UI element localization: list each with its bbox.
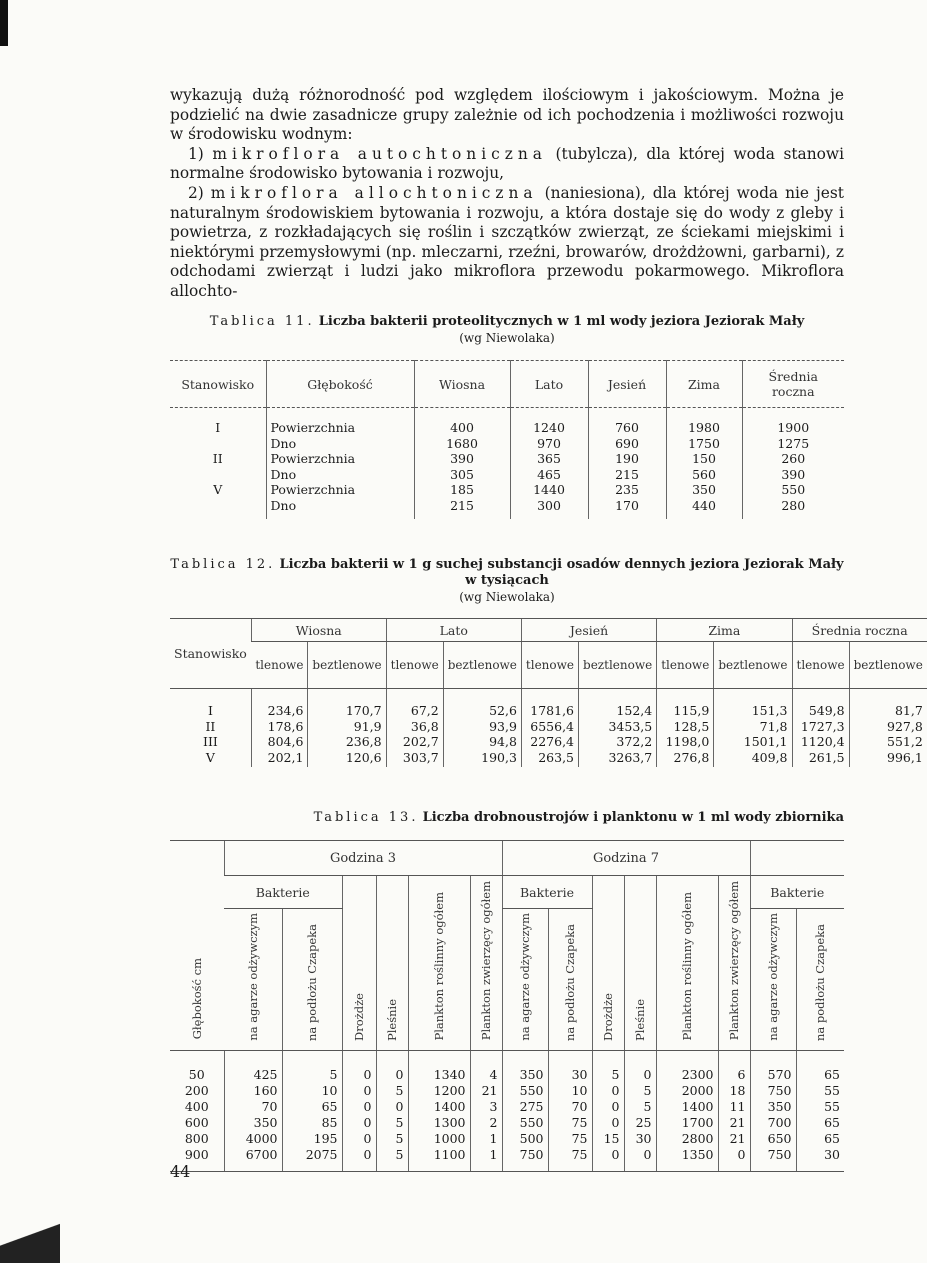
table-cell: 91,9 [308, 719, 386, 735]
table-cell: 2075 [282, 1147, 342, 1172]
scan-edge-mark [0, 0, 8, 46]
table-cell: 21 [718, 1131, 750, 1147]
table-cell: 2276,4 [521, 734, 578, 750]
table-cell: 200 [184, 1082, 209, 1098]
table-cell: 0 [376, 1099, 408, 1115]
table-label: Tablica 13. [313, 810, 419, 825]
table-cell: II [205, 718, 216, 734]
table-cell: 1100 [408, 1147, 470, 1172]
col-header [624, 876, 656, 1051]
table-cell: 700 [750, 1115, 796, 1131]
table-cell: 3263,7 [579, 750, 657, 768]
table-label: Tablica 12. [170, 557, 276, 572]
table-cell: Dno [266, 467, 414, 483]
col-header [796, 909, 844, 1051]
table-cell: 65 [796, 1131, 844, 1147]
table-cell: 551,2 [849, 734, 927, 750]
table-cell: 6556,4 [521, 719, 578, 735]
col-label: Plankton zwierzęcy ogółem [726, 881, 741, 1041]
group-header-blank [750, 841, 844, 876]
table-cell: 6 [718, 1050, 750, 1083]
bakterie-header: Bakterie [224, 876, 342, 909]
table-source: (wg Niewolaka) [459, 590, 555, 604]
table-cell: 70 [548, 1099, 592, 1115]
col-header: beztlenowe [443, 642, 521, 689]
table-cell: 600 [184, 1114, 209, 1130]
table-cell: 276,8 [657, 750, 714, 768]
table-cell: 750 [750, 1083, 796, 1099]
table-cell: 0 [342, 1050, 376, 1083]
table-cell: 750 [750, 1147, 796, 1172]
table-cell: 0 [592, 1083, 624, 1099]
table-cell: 1 [470, 1147, 502, 1172]
table-row [170, 1147, 844, 1172]
col-label: na agarze odżywczym [517, 913, 532, 1041]
definition: (tubylcza), dla której woda stanowi normalne środowisko bytowania i rozwoju, [170, 144, 844, 183]
table-cell: 1000 [408, 1131, 470, 1147]
table-cell: 5 [376, 1115, 408, 1131]
page-number: 44 [170, 1162, 191, 1181]
table-row [170, 689, 927, 719]
table-cell [170, 467, 266, 483]
table-cell [170, 498, 266, 520]
table-cell: 0 [592, 1099, 624, 1115]
col-header [376, 876, 408, 1051]
table-cell: I [215, 420, 221, 435]
table-cell: 263,5 [521, 750, 578, 768]
col-header [718, 876, 750, 1051]
table-header-row [170, 361, 844, 408]
table-row [170, 482, 844, 498]
col-header [408, 876, 470, 1051]
table-cell: 71,8 [714, 719, 792, 735]
table-cell: 36,8 [386, 719, 443, 735]
table-cell: 170,7 [308, 689, 386, 719]
table-title: Liczba bakterii proteolitycznych w 1 ml wody jeziora Jeziorak Mały [318, 314, 805, 329]
table-cell: 0 [342, 1147, 376, 1172]
table-cell: 0 [376, 1050, 408, 1083]
table-cell: 65 [796, 1050, 844, 1083]
table-cell: 2300 [656, 1050, 718, 1083]
col-header: Jesień [588, 361, 666, 408]
table-cell: I [207, 703, 213, 718]
table-cell: 365 [510, 451, 588, 467]
table-cell: 5 [376, 1083, 408, 1099]
table11-caption [170, 314, 844, 347]
col-header [342, 876, 376, 1051]
table-cell: 280 [742, 498, 844, 520]
table13-body [170, 1050, 844, 1171]
table-row [170, 451, 844, 467]
table-cell: 1501,1 [714, 734, 792, 750]
table-cell: 0 [342, 1083, 376, 1099]
table-cell: 1980 [666, 408, 742, 436]
table-cell: 350 [750, 1099, 796, 1115]
season-header: Jesień [521, 619, 656, 642]
table-cell: 550 [742, 482, 844, 498]
table11-body [170, 408, 844, 520]
table-cell: 2800 [656, 1131, 718, 1147]
table-cell: Powierzchnia [266, 451, 414, 467]
table-cell: 55 [796, 1083, 844, 1099]
table-row [170, 1050, 844, 1083]
table-cell: 4000 [224, 1131, 282, 1147]
col-header: Stanowisko [170, 361, 266, 408]
table-cell: 85 [282, 1115, 342, 1131]
table-cell: 1781,6 [521, 689, 578, 719]
table-cell: 65 [796, 1115, 844, 1131]
stub-header: Stanowisko [170, 619, 251, 689]
table-cell: 1340 [408, 1050, 470, 1083]
col-label: Pleśnie [384, 998, 399, 1041]
table-cell: 800 [184, 1130, 209, 1146]
table-cell: II [212, 451, 223, 466]
table-cell: 195 [282, 1131, 342, 1147]
stub-label: Głębokość cm [189, 958, 204, 1040]
col-label: na agarze odżywczym [765, 913, 780, 1041]
table-cell: 190 [588, 451, 666, 467]
table-cell: 65 [282, 1099, 342, 1115]
table-cell: 1350 [656, 1147, 718, 1172]
table-cell: 5 [592, 1050, 624, 1083]
col-header [750, 909, 796, 1051]
table-cell: 350 [502, 1050, 548, 1083]
table-cell: 1120,4 [792, 734, 849, 750]
col-header [224, 909, 282, 1051]
table-cell: 18 [718, 1083, 750, 1099]
table12 [170, 618, 927, 767]
table-row [170, 1131, 844, 1147]
table-cell: Dno [266, 436, 414, 452]
table-cell: 1400 [408, 1099, 470, 1115]
col-header: beztlenowe [308, 642, 386, 689]
table-cell: 50 [188, 1066, 205, 1082]
table-cell: 3 [470, 1099, 502, 1115]
table-title: Liczba bakterii w 1 g suchej substancji osadów dennych jeziora Jeziorak Mały w tysiącach [279, 557, 844, 588]
table-cell: 350 [224, 1115, 282, 1131]
table-cell: 30 [624, 1131, 656, 1147]
list-number: 1) [188, 144, 204, 163]
season-header: Zima [657, 619, 792, 642]
table-cell: 550 [502, 1115, 548, 1131]
table-cell: 261,5 [792, 750, 849, 768]
table-cell: 67,2 [386, 689, 443, 719]
table-cell: 425 [224, 1050, 282, 1083]
table-cell: 0 [624, 1147, 656, 1172]
table-row [170, 408, 844, 436]
table-cell: 94,8 [443, 734, 521, 750]
table-cell: 0 [342, 1115, 376, 1131]
table-title: Liczba drobnoustrojów i planktonu w 1 ml wody zbiornika [422, 810, 844, 825]
table-cell: 115,9 [657, 689, 714, 719]
table-cell: 970 [510, 436, 588, 452]
table-cell: 178,6 [251, 719, 308, 735]
col-header [502, 909, 548, 1051]
table-cell: 215 [414, 498, 510, 520]
table-cell: 30 [548, 1050, 592, 1083]
table-cell: 400 [414, 408, 510, 436]
table-cell: 804,6 [251, 734, 308, 750]
table-row [170, 1115, 844, 1131]
table-cell: 5 [376, 1131, 408, 1147]
table-cell: 160 [224, 1083, 282, 1099]
table-cell: 1750 [666, 436, 742, 452]
bakterie-header: Bakterie [750, 876, 844, 909]
table-cell: 500 [502, 1131, 548, 1147]
table-cell: 0 [592, 1147, 624, 1172]
table-cell: 390 [414, 451, 510, 467]
table-cell: 1300 [408, 1115, 470, 1131]
table-cell: 5 [624, 1099, 656, 1115]
table-row [170, 750, 927, 768]
table-cell: 2000 [656, 1083, 718, 1099]
table-row [170, 467, 844, 483]
table-cell: 202,1 [251, 750, 308, 768]
table-cell: 55 [796, 1099, 844, 1115]
table-cell: 6700 [224, 1147, 282, 1172]
table-cell: 25 [624, 1115, 656, 1131]
table-cell: 185 [414, 482, 510, 498]
table-cell: 0 [342, 1099, 376, 1115]
table-cell: 11 [718, 1099, 750, 1115]
table-cell: 1400 [656, 1099, 718, 1115]
table-row [170, 1083, 844, 1099]
table-cell: 465 [510, 467, 588, 483]
group-header: Godzina 7 [502, 841, 750, 876]
col-header [548, 909, 592, 1051]
table-header-row [170, 841, 844, 876]
table-cell: 21 [470, 1083, 502, 1099]
list-number: 2) [188, 183, 204, 202]
season-header: Lato [386, 619, 521, 642]
col-label: Drożdże [600, 992, 615, 1041]
col-label: na agarze odżywczym [245, 913, 260, 1041]
col-header: Wiosna [414, 361, 510, 408]
table-cell: 151,3 [714, 689, 792, 719]
table-cell: 1 [470, 1131, 502, 1147]
table-cell: 1275 [742, 436, 844, 452]
table-cell: 372,2 [579, 734, 657, 750]
table-cell: 202,7 [386, 734, 443, 750]
table-cell: 30 [796, 1147, 844, 1172]
table-cell: 235 [588, 482, 666, 498]
col-label: na podłożu Czapeka [562, 923, 577, 1041]
table-cell [170, 436, 266, 452]
paragraph: wykazują dużą różnorodność pod względem ilościowym i jakościowym. Można je podzielić na dwie zasadnicze grupy zależnie od ich pochodzenia i możliwości rozwoju w środowisku wodnym: [170, 86, 844, 144]
table-cell: III [203, 734, 218, 749]
table-label: Tablica 11. [209, 314, 315, 329]
table-cell: 0 [624, 1050, 656, 1083]
col-header: tlenowe [521, 642, 578, 689]
bakterie-header: Bakterie [502, 876, 592, 909]
body-text [170, 86, 844, 302]
table-cell: 690 [588, 436, 666, 452]
stub-header [170, 841, 224, 1051]
table13-caption [170, 810, 844, 826]
list-item-autochthonous [170, 145, 844, 184]
table-cell: 390 [742, 467, 844, 483]
col-header: Głębokość [266, 361, 414, 408]
table-cell: 93,9 [443, 719, 521, 735]
col-header: tlenowe [386, 642, 443, 689]
table-cell: 10 [282, 1083, 342, 1099]
table12-caption [170, 557, 844, 606]
table-cell: 1198,0 [657, 734, 714, 750]
table-cell: 170 [588, 498, 666, 520]
table-cell: 75 [548, 1115, 592, 1131]
table-row [170, 719, 927, 735]
table-row [170, 436, 844, 452]
table-cell: 400 [184, 1098, 209, 1114]
table-cell: 1900 [742, 408, 844, 436]
table-cell: 305 [414, 467, 510, 483]
season-header: Wiosna [251, 619, 386, 642]
table-cell: 215 [588, 467, 666, 483]
table-header-row [170, 619, 927, 642]
table-cell: 5 [282, 1050, 342, 1083]
table11 [170, 360, 844, 519]
table-cell: 996,1 [849, 750, 927, 768]
table-source: (wg Niewolaka) [459, 331, 555, 345]
table-cell: Dno [266, 498, 414, 520]
table-cell: 0 [592, 1115, 624, 1131]
table13 [170, 840, 844, 1172]
col-header: tlenowe [251, 642, 308, 689]
col-header: beztlenowe [579, 642, 657, 689]
table-cell: 275 [502, 1099, 548, 1115]
col-header [282, 909, 342, 1051]
table-row [170, 734, 927, 750]
table-cell: 75 [548, 1131, 592, 1147]
table-cell: 152,4 [579, 689, 657, 719]
table-cell: 440 [666, 498, 742, 520]
table-cell: 70 [224, 1099, 282, 1115]
table-cell: 52,6 [443, 689, 521, 719]
table-cell: 560 [666, 467, 742, 483]
table-cell: 0 [342, 1131, 376, 1147]
table-row [170, 1099, 844, 1115]
table-cell: 927,8 [849, 719, 927, 735]
col-header: tlenowe [657, 642, 714, 689]
term: mikroflora allochtoniczna [210, 183, 538, 202]
table-cell: 10 [548, 1083, 592, 1099]
table-cell: 1700 [656, 1115, 718, 1131]
table-cell: 1680 [414, 436, 510, 452]
table-subheader-row [170, 642, 927, 689]
table-cell: 260 [742, 451, 844, 467]
col-header: Średnia roczna [742, 361, 844, 408]
scan-edge-mark [0, 1213, 60, 1263]
table-cell: V [205, 749, 215, 765]
table-cell: 190,3 [443, 750, 521, 768]
group-header: Godzina 3 [224, 841, 502, 876]
col-label: Plankton zwierzęcy ogółem [478, 881, 493, 1041]
col-label: na podłożu Czapeka [813, 923, 827, 1041]
col-label: Plankton roślinny ogółem [431, 892, 446, 1041]
table-cell: 550 [502, 1083, 548, 1099]
table-cell: 900 [170, 1147, 224, 1172]
table-cell: 128,5 [657, 719, 714, 735]
table-cell: 5 [376, 1147, 408, 1172]
col-header [656, 876, 718, 1051]
table-cell: 81,7 [849, 689, 927, 719]
table-cell: 4 [470, 1050, 502, 1083]
col-label: Pleśnie [632, 998, 647, 1041]
col-header: beztlenowe [849, 642, 927, 689]
col-label: na podłożu Czapeka [304, 923, 319, 1041]
table-cell: 570 [750, 1050, 796, 1083]
table-cell: 236,8 [308, 734, 386, 750]
table-cell: 5 [624, 1083, 656, 1099]
table-cell: 760 [588, 408, 666, 436]
table-cell: 2 [470, 1115, 502, 1131]
table-cell: 750 [502, 1147, 548, 1172]
table-cell: 303,7 [386, 750, 443, 768]
table-cell: 120,6 [308, 750, 386, 768]
col-label: Drożdże [351, 992, 366, 1041]
season-header: Średnia roczna [792, 619, 927, 642]
col-header: Lato [510, 361, 588, 408]
table-cell: 234,6 [251, 689, 308, 719]
list-item-allochthonous [170, 184, 844, 302]
table-cell: Powierzchnia [266, 482, 414, 498]
table-cell: 150 [666, 451, 742, 467]
table-cell: 650 [750, 1131, 796, 1147]
col-header: Zima [666, 361, 742, 408]
col-header: tlenowe [792, 642, 849, 689]
table-cell: 1440 [510, 482, 588, 498]
table-cell: Powierzchnia [266, 408, 414, 436]
table-cell: 549,8 [792, 689, 849, 719]
table-cell: 409,8 [714, 750, 792, 768]
col-label: Plankton roślinny ogółem [679, 892, 694, 1041]
table-cell: 3453,5 [579, 719, 657, 735]
table-subheader-row [170, 876, 844, 909]
table-cell: V [213, 482, 223, 497]
col-header [592, 876, 624, 1051]
table-row [170, 498, 844, 520]
table-cell: 15 [592, 1131, 624, 1147]
col-header: beztlenowe [714, 642, 792, 689]
term: mikroflora autochtoniczna [212, 144, 547, 163]
definition: (naniesiona), dla której woda nie jest naturalnym środowiskiem bytowania i rozwoju, a która dostaje się do wody z gleby i powietrza, z rozkładających się roślin i szczątków zwierząt, ze ściekami miejskimi i niektórymi przemysłowymi (np. mleczarni, rzeźni, browarów, drożdżowni, garbarni), z odchodami zwierząt i ludzi jako mikroflora przewodu pokarmowego. Mikroflora allochto- [170, 183, 844, 300]
table-cell: 75 [548, 1147, 592, 1172]
table12-body [170, 689, 927, 768]
table-cell: 1727,3 [792, 719, 849, 735]
table-cell: 21 [718, 1115, 750, 1131]
col-header [470, 876, 502, 1051]
table-cell: 1200 [408, 1083, 470, 1099]
table-cell: 1240 [510, 408, 588, 436]
table-cell: 350 [666, 482, 742, 498]
table-cell: 0 [718, 1147, 750, 1172]
table-cell: 300 [510, 498, 588, 520]
